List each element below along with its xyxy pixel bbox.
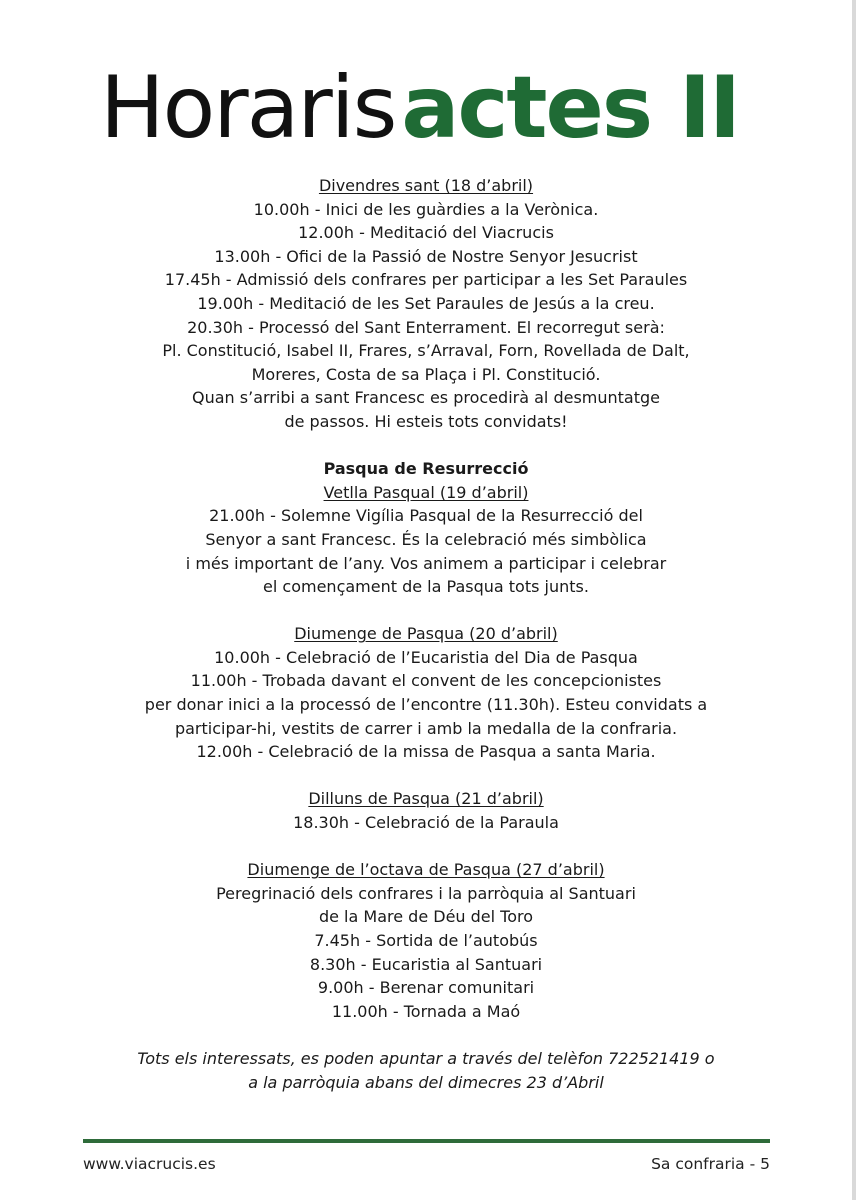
registration-note xyxy=(0,1047,852,1094)
section-lines-dilluns-pasqua xyxy=(0,811,852,835)
section-heading-divendres-sant: Divendres sant (18 d’abril) xyxy=(318,176,534,195)
schedule-line: 13.00h - Ofici de la Passió de Nostre Senyor Jesucrist xyxy=(214,246,638,266)
section-heading-octava-pasqua: Diumenge de l’octava de Pasqua (27 d’abril) xyxy=(247,860,605,880)
footer-divider xyxy=(83,1139,770,1143)
title-word-horaris: Horaris xyxy=(100,58,396,158)
schedule-line: Moreres, Costa de sa Plaça i Pl. Constitució. xyxy=(251,364,601,384)
section-heading-dilluns-pasqua: Dilluns de Pasqua (21 d’abril) xyxy=(308,789,544,809)
schedule-line: Quan s’arribi a sant Francesc es procedirà al desmuntatge xyxy=(192,388,660,408)
footer-page-label: Sa confraria - 5 xyxy=(651,1155,770,1173)
schedule-line: Senyor a sant Francesc. És la celebració més simbòlica xyxy=(205,529,647,549)
section-heading-vetlla-pasqual: Vetlla Pasqual (19 d’abril) xyxy=(323,482,529,502)
schedule-line: 10.00h - Inici de les guàrdies a la Verònica. xyxy=(253,199,599,219)
schedule-line: 20.30h - Processó del Sant Enterrament. El recorregut serà: xyxy=(187,317,665,337)
spacer xyxy=(0,835,852,859)
note-line: a la parròquia abans del dimecres 23 d’Abril xyxy=(248,1072,604,1092)
spacer xyxy=(0,599,852,623)
section-heading-diumenge-pasqua: Diumenge de Pasqua (20 d’abril) xyxy=(294,624,558,644)
schedule-line: 21.00h - Solemne Vigília Pasqual de la Resurrecció del xyxy=(209,506,643,526)
section-lines-diumenge-pasqua xyxy=(0,646,852,764)
page-edge-divider xyxy=(852,0,856,1200)
schedule-line: el començament de la Pasqua tots junts. xyxy=(263,577,589,597)
schedule-line: de la Mare de Déu del Toro xyxy=(318,907,534,927)
spacer xyxy=(0,434,852,458)
schedule-line: 7.45h - Sortida de l’autobús xyxy=(314,931,538,950)
section-lines-divendres-sant xyxy=(0,198,852,434)
schedule-line: 9.00h - Berenar comunitari xyxy=(317,978,535,998)
schedule-line: 11.00h - Tornada a Maó xyxy=(331,1001,521,1021)
note-line: Tots els interessats, es poden apuntar a través del telèfon 722521419 o xyxy=(137,1048,715,1068)
schedule-line: per donar inici a la processó de l’encontre (11.30h). Esteu convidats a xyxy=(144,695,708,715)
schedule-line: participar-hi, vestits de carrer i amb la medalla de la confraria. xyxy=(174,718,678,738)
schedule-line: 12.00h - Meditació del Viacrucis xyxy=(298,223,554,243)
schedule-line: 11.00h - Trobada davant el convent de les concepcionistes xyxy=(190,671,662,691)
schedule-content xyxy=(0,174,852,1094)
spacer xyxy=(0,764,852,788)
title-word-actes: actes II xyxy=(401,58,739,158)
schedule-line: Pl. Constitució, Isabel II, Frares, s’Arraval, Forn, Rovellada de Dalt, xyxy=(162,341,690,361)
schedule-line: 12.00h - Celebració de la missa de Pasqua a santa Maria. xyxy=(196,742,656,762)
schedule-line: 18.30h - Celebració de la Paraula xyxy=(293,813,559,833)
page-title xyxy=(100,58,739,158)
schedule-line: 19.00h - Meditació de les Set Paraules de Jesús a la creu. xyxy=(197,293,655,313)
schedule-line: 8.30h - Eucaristia al Santuari xyxy=(309,954,543,974)
section-lines-vetlla-pasqual xyxy=(0,504,852,598)
schedule-line: Peregrinació dels confrares i la parròquia al Santuari xyxy=(216,883,636,903)
section-lines-octava-pasqua xyxy=(0,882,852,1024)
schedule-line: de passos. Hi esteis tots convidats! xyxy=(284,411,568,431)
section-title-pasqua-resurreccio: Pasqua de Resurrecció xyxy=(323,459,529,479)
footer-website: www.viacrucis.es xyxy=(83,1155,216,1173)
spacer xyxy=(0,1023,852,1047)
schedule-line: i més important de l’any. Vos animem a participar i celebrar xyxy=(185,553,667,573)
schedule-line: 17.45h - Admissió dels confrares per participar a les Set Paraules xyxy=(164,270,688,290)
schedule-line: 10.00h - Celebració de l’Eucaristia del Dia de Pasqua xyxy=(214,647,638,667)
